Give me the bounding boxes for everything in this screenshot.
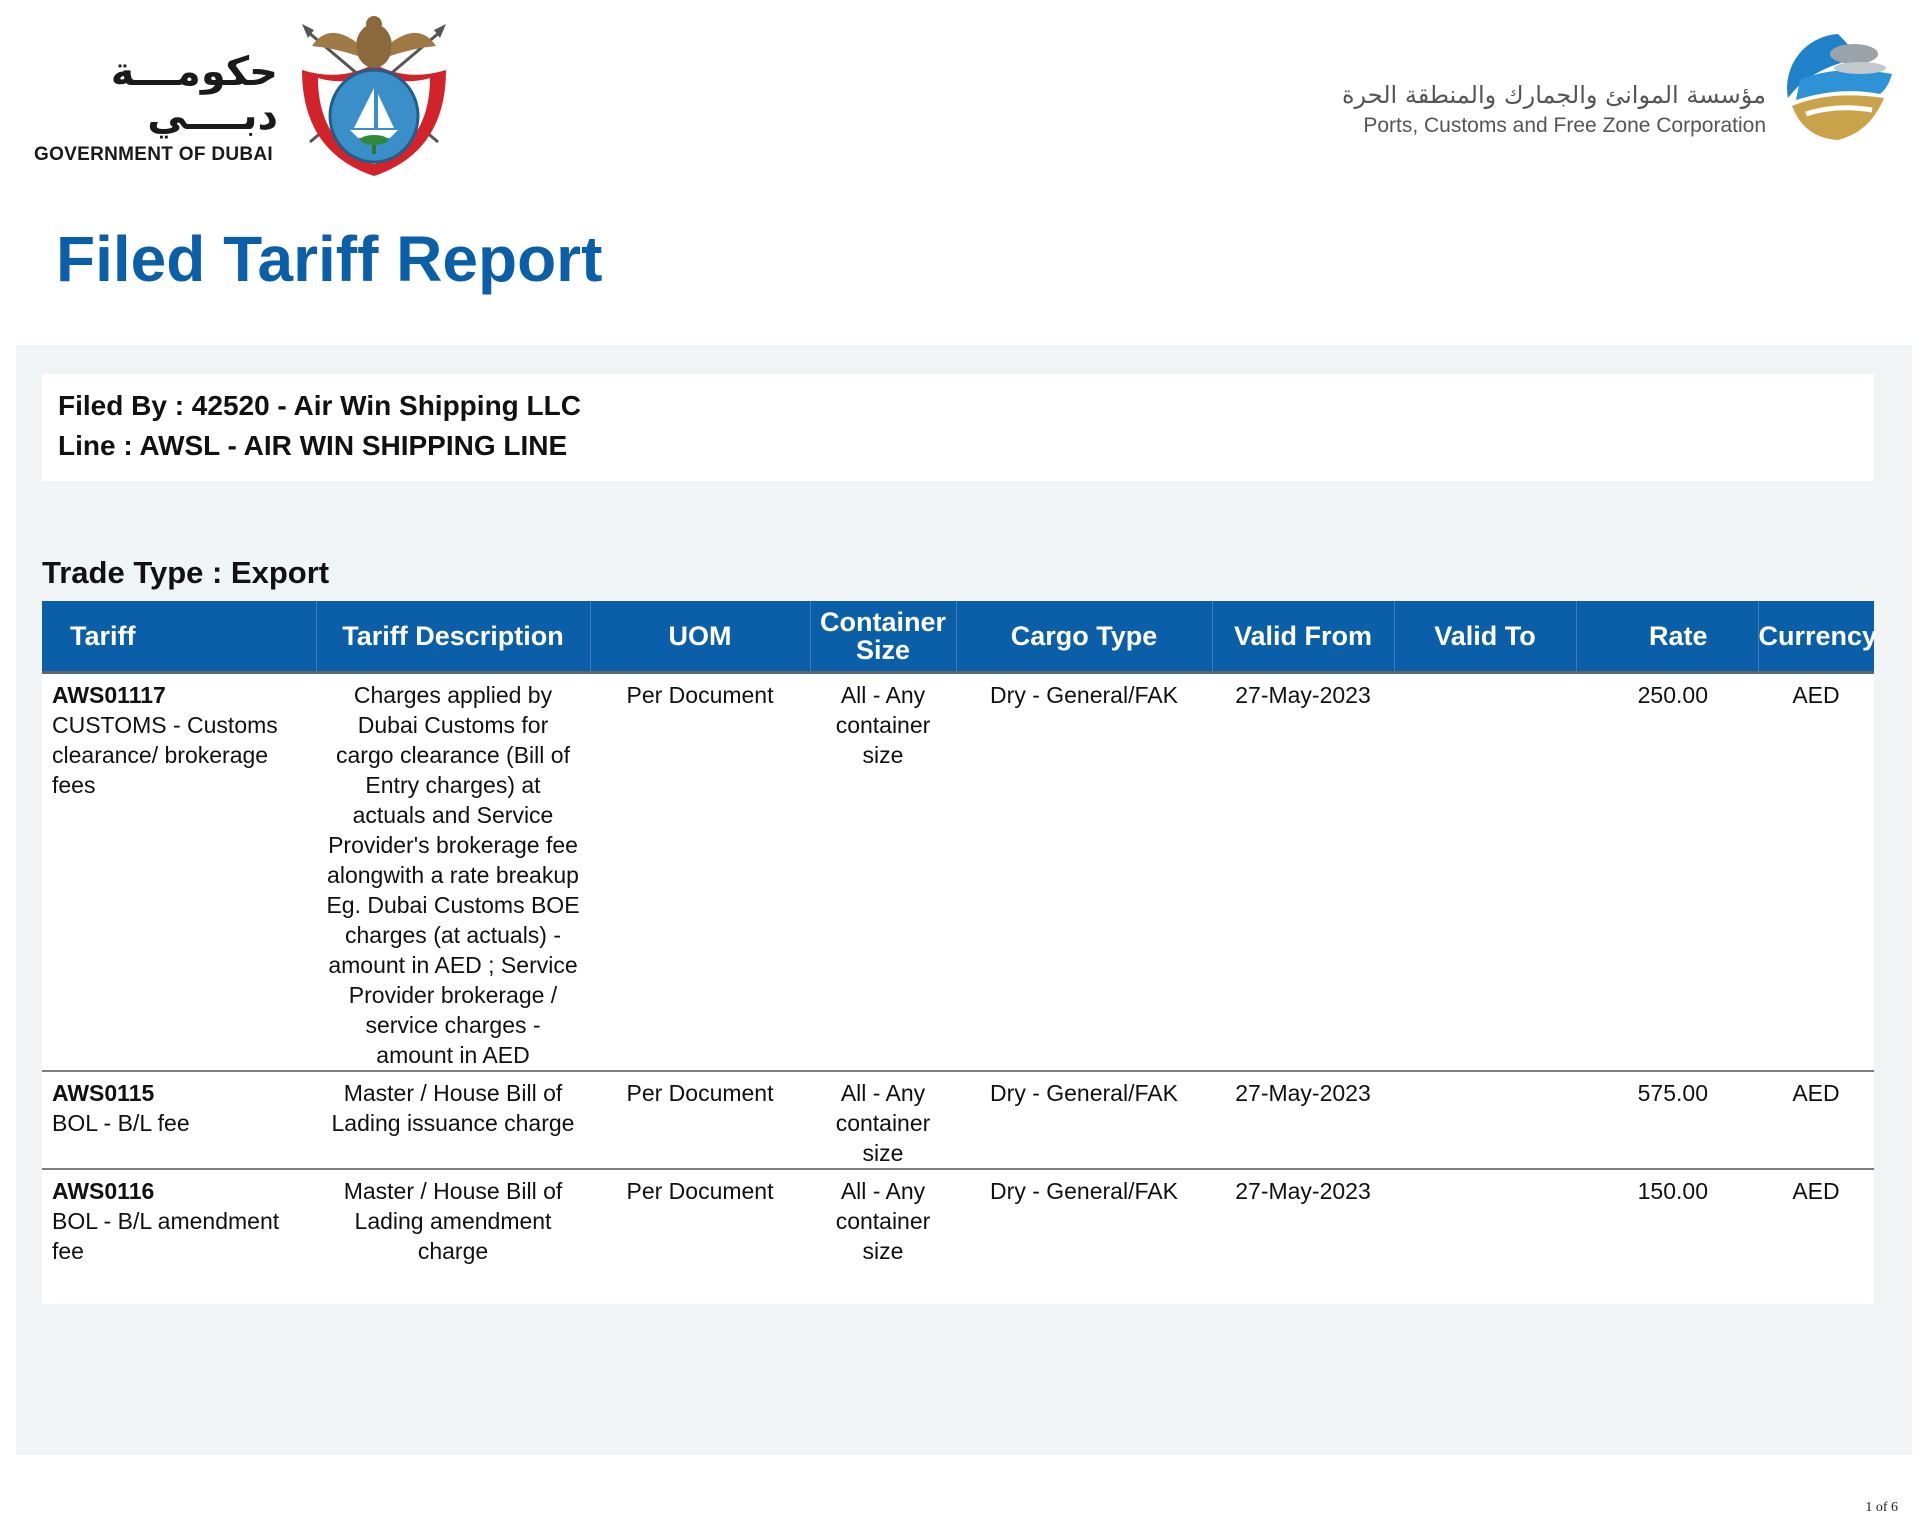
shipping-line-text: Line : AWSL - AIR WIN SHIPPING LINE xyxy=(58,430,568,461)
header-container-size xyxy=(810,601,956,673)
container-size-cell: All - Any container size xyxy=(835,1178,931,1264)
header-description: Tariff Description xyxy=(316,601,590,673)
currency-cell: AED xyxy=(1792,1178,1840,1204)
valid-from-cell: 27-May-2023 xyxy=(1235,1178,1371,1204)
header-valid-to: Valid To xyxy=(1394,601,1576,673)
trade-type-heading: Trade Type : Export xyxy=(42,555,330,590)
uom-cell: Per Document xyxy=(626,1178,774,1204)
uom-cell: Per Document xyxy=(590,673,810,1072)
pcfc-logo-text xyxy=(1342,80,1766,138)
valid-to-cell xyxy=(1394,1071,1576,1169)
table-row xyxy=(42,1071,1874,1169)
tariff-table xyxy=(42,601,1878,1266)
pcfc-arabic-text: مؤسسة الموانئ والجمارك والمنطقة الحرة xyxy=(1341,81,1766,109)
filed-by-text: Filed By : 42520 - Air Win Shipping LLC xyxy=(58,390,581,421)
tariff-code: AWS0115 xyxy=(52,1080,155,1106)
gov-arabic-text: حكومـــة دبــــي xyxy=(110,49,278,139)
cargo-type-cell: Dry - General/FAK xyxy=(990,1178,1178,1204)
rate-cell: 150.00 xyxy=(1637,1178,1708,1204)
pcfc-globe-logo-icon xyxy=(1780,28,1896,146)
tariff-name: BOL - B/L fee xyxy=(52,1110,190,1136)
description-cell: Charges applied by Dubai Customs for cargo clearance (Bill of Entry charges) at actuals and Service Provider's brokerage fee alongwith a rate breakup Eg. Dubai Customs BOE charges (at actuals) - amount in AED ; Service Provider brokerage / service charges - amount in AED xyxy=(316,673,590,1072)
header-container-size-line2: Size xyxy=(855,635,911,665)
header-tariff: Tariff xyxy=(42,601,316,673)
tariff-name: BOL - B/L amendment fee xyxy=(52,1208,280,1264)
rate-cell: 250.00 xyxy=(1576,673,1758,1072)
government-of-dubai-logo xyxy=(34,50,278,166)
dubai-emblem-icon xyxy=(288,12,460,180)
valid-to-cell xyxy=(1394,1169,1576,1266)
description-cell: Master / House Bill of Lading issuance charge xyxy=(316,1071,590,1169)
valid-from-cell: 27-May-2023 xyxy=(1212,1071,1394,1169)
header-rate: Rate xyxy=(1576,601,1758,673)
cargo-type-cell: Dry - General/FAK xyxy=(956,1071,1212,1169)
report-title: Filed Tariff Report xyxy=(56,223,603,295)
pcfc-english-text: Ports, Customs and Free Zone Corporation xyxy=(1363,114,1766,137)
tariff-name: CUSTOMS - Customs clearance/ brokerage fees xyxy=(52,712,278,798)
tariff-cell xyxy=(42,673,316,1072)
tariff-code: AWS01117 xyxy=(52,682,166,708)
tariff-cell xyxy=(42,1071,316,1169)
tariff-code: AWS0116 xyxy=(52,1178,155,1204)
header-cargo-type: Cargo Type xyxy=(956,601,1212,673)
container-size-cell: All - Any container size xyxy=(810,673,956,1072)
gov-english-text: GOVERNMENT OF DUBAI xyxy=(34,144,273,165)
uom-cell: Per Document xyxy=(590,1071,810,1169)
cargo-type-cell: Dry - General/FAK xyxy=(956,673,1212,1072)
table-row xyxy=(42,673,1874,1072)
valid-from-cell: 27-May-2023 xyxy=(1212,673,1394,1072)
table-row xyxy=(42,1169,1874,1266)
header-uom: UOM xyxy=(590,601,810,673)
header-currency: Currency xyxy=(1758,601,1874,673)
description-cell: Master / House Bill of Lading amendment charge xyxy=(343,1178,563,1264)
tariff-cell xyxy=(42,1169,316,1266)
currency-cell: AED xyxy=(1758,1071,1874,1169)
tariff-table-container xyxy=(42,601,1878,1304)
header-container-size-line1: Container xyxy=(819,607,946,637)
table-header-row xyxy=(42,601,1874,673)
currency-cell: AED xyxy=(1758,673,1874,1072)
rate-cell: 575.00 xyxy=(1576,1071,1758,1169)
page-number: 1 of 6 xyxy=(1865,1500,1898,1515)
valid-to-cell xyxy=(1394,673,1576,1072)
header-valid-from: Valid From xyxy=(1212,601,1394,673)
filer-info-box xyxy=(42,374,1874,481)
container-size-cell: All - Any container size xyxy=(810,1071,956,1169)
